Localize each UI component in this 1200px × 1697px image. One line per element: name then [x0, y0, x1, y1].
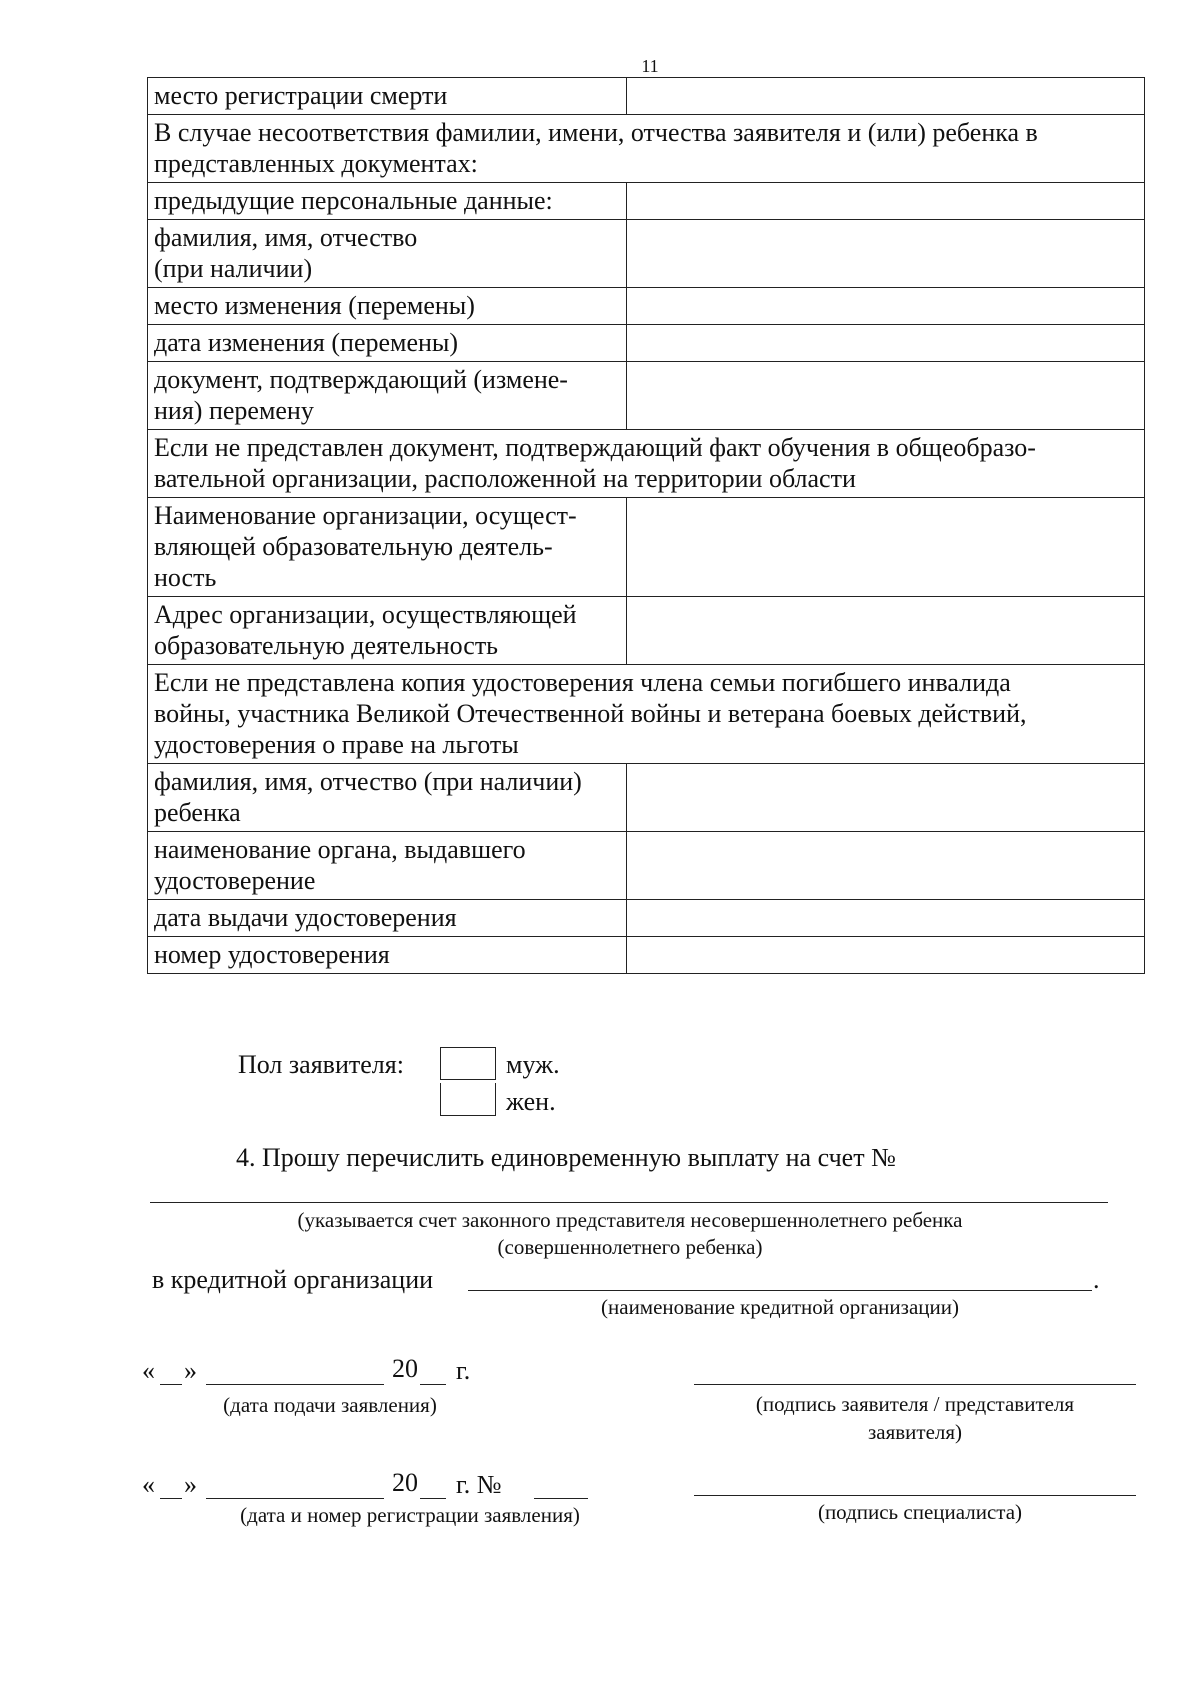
application-table	[147, 77, 1145, 974]
table-row	[148, 183, 1145, 220]
register-day-line[interactable]	[160, 1498, 182, 1499]
field-value-cell[interactable]	[627, 288, 1145, 325]
submit-date-caption: (дата подачи заявления)	[223, 1393, 437, 1417]
field-value-cell[interactable]	[627, 220, 1145, 288]
field-label-cell: фамилия, имя, отчество (при наличии)	[148, 220, 627, 288]
specialist-signature-caption: (подпись специалиста)	[817, 1500, 1023, 1524]
table-row	[148, 937, 1145, 974]
section-header-cell: Если не представлена копия удостоверения члена семьи погибшего инвалида войны, участника Великой Отечественной войны и ветерана боевых действий, удостоверения о праве на льготы	[148, 665, 1145, 764]
sex-label: Пол заявителя:	[238, 1050, 404, 1079]
table-row	[148, 597, 1145, 665]
submit-month-line[interactable]	[206, 1384, 384, 1385]
field-value-cell[interactable]	[627, 937, 1145, 974]
field-value-cell[interactable]	[627, 597, 1145, 665]
table-row	[148, 832, 1145, 900]
bank-prefix: в кредитной организации	[152, 1265, 434, 1294]
register-date-caption: (дата и номер регистрации заявления)	[240, 1503, 580, 1527]
section-header-cell: Если не представлен документ, подтверждающий факт обучения в общеобразо- вательной организации, расположенной на территории области	[148, 430, 1145, 498]
submit-year-prefix: 20	[392, 1354, 418, 1383]
table-row	[148, 220, 1145, 288]
table-row	[148, 115, 1145, 183]
table-row	[148, 430, 1145, 498]
field-label-cell: документ, подтверждающий (измене- ния) перемену	[148, 362, 627, 430]
field-label-cell: фамилия, имя, отчество (при наличии) ребенка	[148, 764, 627, 832]
register-year-line[interactable]	[420, 1498, 446, 1499]
field-label-cell: место изменения (перемены)	[148, 288, 627, 325]
table-row	[148, 362, 1145, 430]
submit-year-line[interactable]	[420, 1384, 446, 1385]
applicant-signature-line[interactable]	[694, 1384, 1136, 1385]
register-year-prefix: 20	[392, 1468, 418, 1497]
table-row	[148, 325, 1145, 362]
field-label-cell: дата изменения (перемены)	[148, 325, 627, 362]
field-label-cell: наименование органа, выдавшего удостоверение	[148, 832, 627, 900]
field-label-cell: номер удостоверения	[148, 937, 627, 974]
field-value-cell[interactable]	[627, 900, 1145, 937]
field-value-cell[interactable]	[627, 78, 1145, 115]
section-header-cell: В случае несоответствия фамилии, имени, отчества заявителя и (или) ребенка в представленных документах:	[148, 115, 1145, 183]
register-year-suffix: г. №	[456, 1470, 502, 1499]
account-caption: (указывается счет законного представителя несовершеннолетнего ребенка (совершеннолетнего ребенка)	[297, 1208, 963, 1259]
field-label-cell: предыдущие персональные данные:	[148, 183, 627, 220]
female-checkbox[interactable]	[440, 1083, 496, 1116]
field-value-cell[interactable]	[627, 325, 1145, 362]
table-row	[148, 288, 1145, 325]
register-date-close-quote: »	[184, 1470, 197, 1499]
page-number: 11	[641, 56, 659, 76]
male-option-label: муж.	[506, 1050, 560, 1079]
account-number-line[interactable]	[150, 1202, 1108, 1203]
submit-date-close-quote: »	[184, 1356, 197, 1385]
register-date-open-quote: «	[142, 1470, 155, 1499]
field-value-cell[interactable]	[627, 498, 1145, 597]
register-number-line[interactable]	[534, 1498, 588, 1499]
table-row	[148, 764, 1145, 832]
table-row	[148, 665, 1145, 764]
field-value-cell[interactable]	[627, 832, 1145, 900]
male-checkbox[interactable]	[440, 1047, 496, 1080]
table-row	[148, 498, 1145, 597]
bank-period: .	[1093, 1265, 1100, 1294]
field-label-cell: Наименование организации, осущест- вляющей образовательную деятель- ность	[148, 498, 627, 597]
submit-day-line[interactable]	[160, 1384, 182, 1385]
field-label-cell: дата выдачи удостоверения	[148, 900, 627, 937]
register-month-line[interactable]	[206, 1498, 384, 1499]
specialist-signature-line[interactable]	[694, 1495, 1136, 1496]
bank-name-line[interactable]	[468, 1290, 1092, 1291]
field-label-cell: Адрес организации, осуществляющей образовательную деятельность	[148, 597, 627, 665]
field-value-cell[interactable]	[627, 183, 1145, 220]
field-label-cell: место регистрации смерти	[148, 78, 627, 115]
table-row	[148, 78, 1145, 115]
female-option-label: жен.	[506, 1087, 556, 1116]
field-value-cell[interactable]	[627, 362, 1145, 430]
applicant-signature-caption: (подпись заявителя / представителя заявителя)	[755, 1392, 1075, 1444]
submit-date-open-quote: «	[142, 1356, 155, 1385]
submit-year-suffix: г.	[456, 1356, 471, 1385]
table-row	[148, 900, 1145, 937]
payment-request-text: 4. Прошу перечислить единовременную выплату на счет №	[236, 1143, 896, 1172]
bank-caption: (наименование кредитной организации)	[601, 1295, 959, 1319]
field-value-cell[interactable]	[627, 764, 1145, 832]
